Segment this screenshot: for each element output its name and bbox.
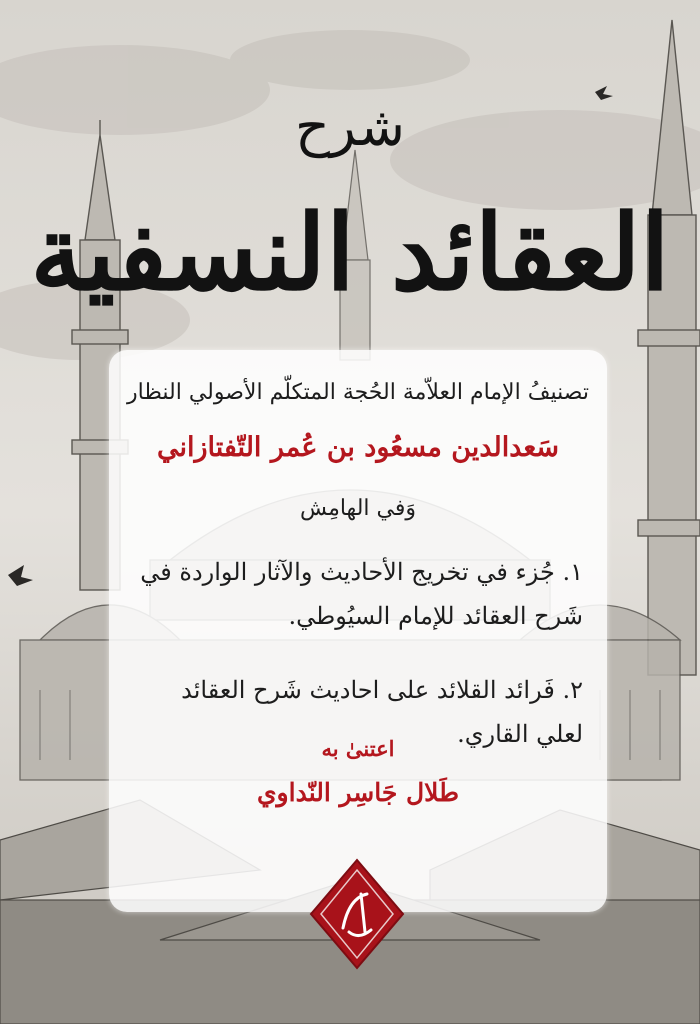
margin-item (133, 550, 583, 638)
editor-intro: اعتنىٰ به (321, 736, 395, 761)
margin-heading: وَفي الهامِش (300, 496, 416, 521)
margin-item-text: جُزء في تخريج الأحاديث والآثار الواردة في شَرح العقائد للإمام السيُوطي. (140, 558, 583, 630)
info-panel (109, 350, 607, 912)
margin-item-number: ٢. (562, 676, 583, 704)
main-title: العقائد النسفية (30, 191, 670, 314)
publisher-logo-diamond (309, 858, 405, 970)
margin-item-number: ١. (562, 558, 583, 586)
author-name: سَعدالدين مسعُود بن عُمر التّفتازاني (156, 432, 560, 463)
margin-item-text: فَرائد القلائد على احاديث شَرح العقائد لعلي القاري. (181, 676, 583, 748)
editor-name: طَلال جَاسِر النّداوي (256, 778, 459, 807)
pre-title: شرح (295, 95, 405, 158)
author-description: تصنيفُ الإمام العلاّمة الحُجة المتكلّم الأصولي النظار (127, 380, 589, 405)
